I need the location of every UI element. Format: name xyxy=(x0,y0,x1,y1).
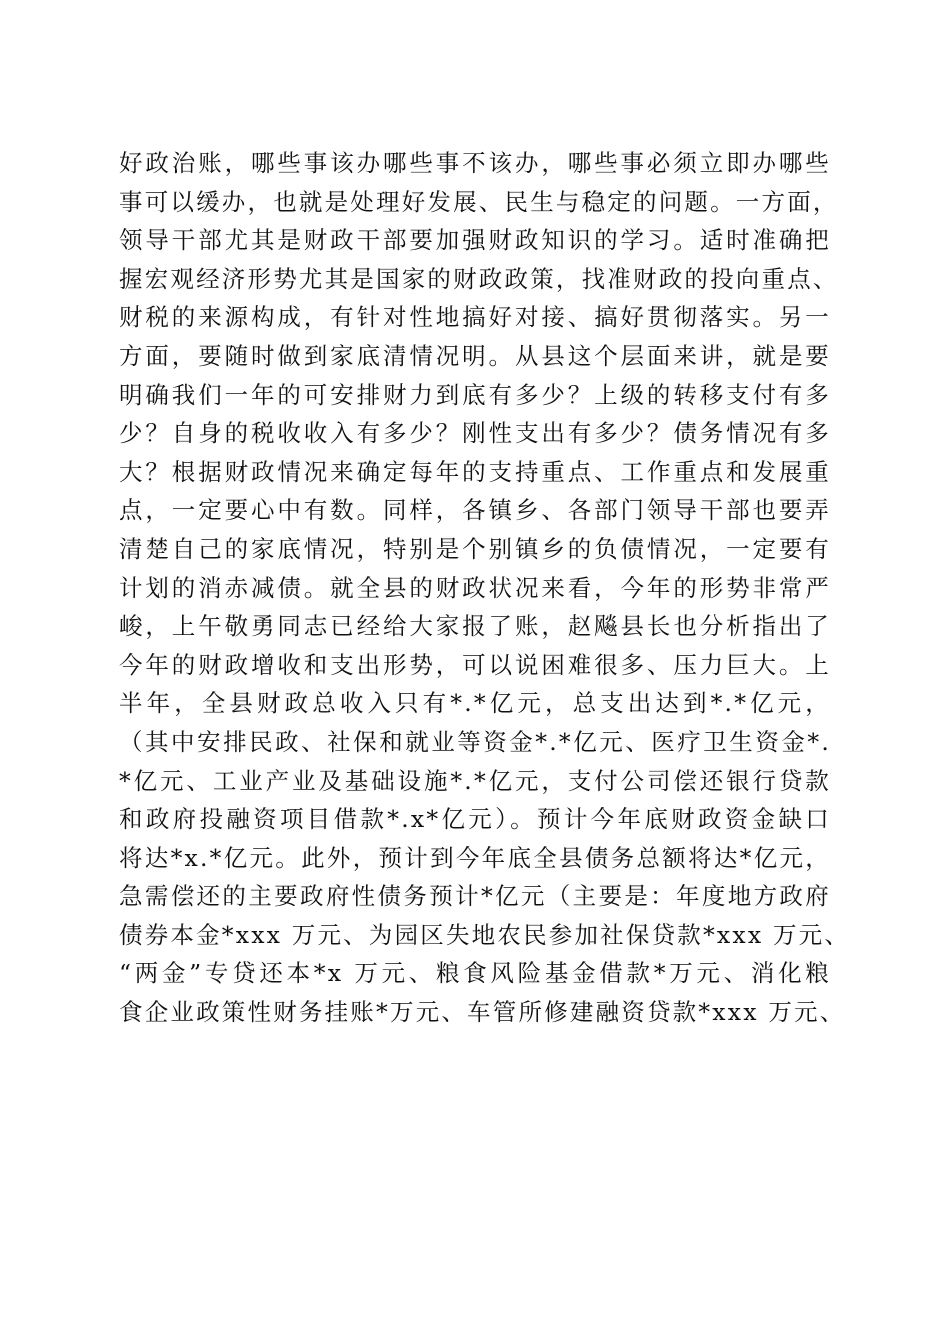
text-line: 明确我们一年的可安排财力到底有多少？上级的转移支付有多 xyxy=(119,380,831,409)
text-line: 点，一定要心中有数。同样，各镇乡、各部门领导干部也要弄 xyxy=(119,496,831,525)
text-line: 好政治账，哪些事该办哪些事不该办，哪些事必须立即办哪些 xyxy=(119,149,831,177)
text-line: 半年，全县财政总收入只有*.*亿元，总支出达到*.*亿元， xyxy=(119,689,831,718)
text-line: 少？自身的税收收入有多少？刚性支出有多少？债务情况有多 xyxy=(119,419,831,448)
text-line: 握宏观经济形势尤其是国家的财政政策，找准财政的投向重点、 xyxy=(119,264,839,293)
text-line: *亿元、工业产业及基础设施*.*亿元，支付公司偿还银行贷款 xyxy=(119,766,831,795)
text-line: 急需偿还的主要政府性债务预计*亿元（主要是：年度地方政府 xyxy=(119,882,831,911)
text-line: 债券本金*xxx 万元、为园区失地农民参加社保贷款*xxx 万元、 xyxy=(119,920,851,949)
text-line: 将达*x.*亿元。此外，预计到今年底全县债务总额将达*亿元， xyxy=(119,843,831,872)
text-line: （其中安排民政、社保和就业等资金*.*亿元、医疗卫生资金*. xyxy=(119,727,831,756)
text-line: 清楚自己的家底情况，特别是个别镇乡的负债情况，一定要有 xyxy=(119,534,831,563)
text-line: 和政府投融资项目借款*.x*亿元）。预计今年底财政资金缺口 xyxy=(119,805,831,834)
text-line: 事可以缓办，也就是处理好发展、民生与稳定的问题。一方面， xyxy=(119,187,839,216)
text-line: 财税的来源构成，有针对性地搞好对接、搞好贯彻落实。另一 xyxy=(119,303,831,332)
text-line: 今年的财政增收和支出形势，可以说困难很多、压力巨大。上 xyxy=(119,650,831,679)
text-line: 方面，要随时做到家底清情况明。从县这个层面来讲，就是要 xyxy=(119,341,831,370)
body-paragraph xyxy=(119,144,851,1032)
text-line: “两金”专贷还本*x 万元、粮食风险基金借款*万元、消化粮 xyxy=(119,959,831,988)
text-line: 领导干部尤其是财政干部要加强财政知识的学习。适时准确把 xyxy=(119,226,831,255)
text-line: 大？根据财政情况来确定每年的支持重点、工作重点和发展重 xyxy=(119,457,831,486)
text-line: 食企业政策性财务挂账*万元、车管所修建融资贷款*xxx 万元、 xyxy=(119,998,846,1027)
text-line: 峻，上午敬勇同志已经给大家报了账，赵飚县长也分析指出了 xyxy=(119,612,831,641)
text-line: 计划的消赤减债。就全县的财政状况来看，今年的形势非常严 xyxy=(119,573,831,602)
